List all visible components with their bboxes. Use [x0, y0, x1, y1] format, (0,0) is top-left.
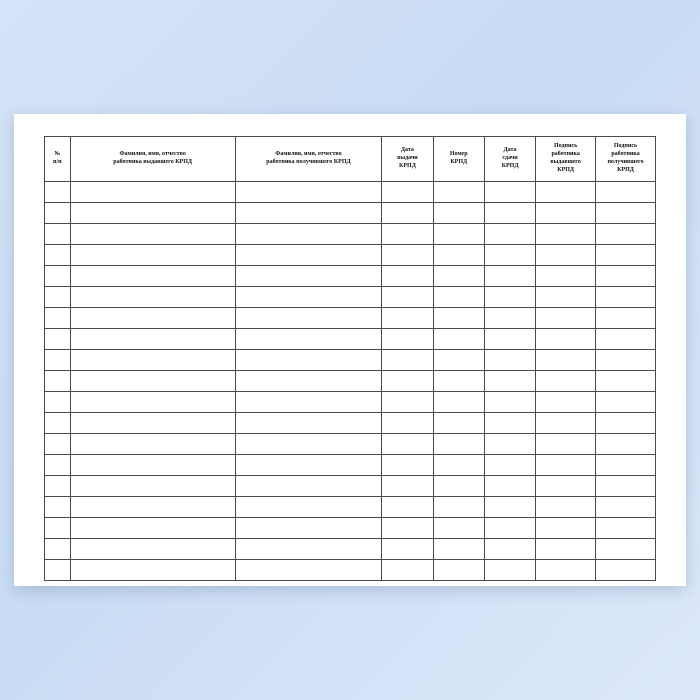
table-cell-date_issue[interactable] [382, 539, 433, 560]
table-cell-issuer[interactable] [70, 497, 235, 518]
table-row[interactable] [45, 266, 656, 287]
column-header-sign-receiver [596, 137, 656, 182]
table-cell-date_issue[interactable] [382, 224, 433, 245]
header-line: Дата [400, 147, 414, 154]
table-cell-issuer[interactable] [70, 476, 235, 497]
table-cell-num[interactable] [45, 518, 71, 539]
table-cell-number[interactable] [433, 497, 484, 518]
table-cell-receiver[interactable] [235, 308, 382, 329]
table-header [45, 137, 656, 182]
table-cell-receiver[interactable] [235, 329, 382, 350]
table-cell-receiver[interactable] [235, 371, 382, 392]
table-cell-sign_receiver[interactable] [596, 287, 656, 308]
table-cell-sign_issuer[interactable] [536, 182, 596, 203]
header-line: выдачи [397, 155, 418, 162]
table-row[interactable] [45, 371, 656, 392]
table-cell-date_issue[interactable] [382, 392, 433, 413]
table-row[interactable] [45, 350, 656, 371]
table-cell-sign_receiver[interactable] [596, 308, 656, 329]
header-line: сдачи [502, 155, 518, 162]
table-cell-date_return[interactable] [484, 371, 535, 392]
header-line: КРПД [617, 166, 634, 173]
table-cell-date_issue[interactable] [382, 245, 433, 266]
table-cell-num[interactable] [45, 182, 71, 203]
table-row[interactable] [45, 476, 656, 497]
table-cell-number[interactable] [433, 371, 484, 392]
table-cell-sign_receiver[interactable] [596, 413, 656, 434]
table-cell-num[interactable] [45, 350, 71, 371]
table-cell-sign_issuer[interactable] [536, 560, 596, 581]
table-cell-sign_receiver[interactable] [596, 203, 656, 224]
table-cell-date_issue[interactable] [382, 350, 433, 371]
table-cell-receiver[interactable] [235, 560, 382, 581]
table-cell-date_issue[interactable] [382, 413, 433, 434]
column-header-num [45, 137, 71, 182]
header-line: выдавшего [550, 159, 581, 165]
table-cell-num[interactable] [45, 497, 71, 518]
table-cell-receiver[interactable] [235, 434, 382, 455]
table-cell-issuer[interactable] [70, 434, 235, 455]
table-cell-issuer[interactable] [70, 182, 235, 203]
table-cell-number[interactable] [433, 266, 484, 287]
table-cell-issuer[interactable] [70, 350, 235, 371]
header-line: работника [551, 151, 580, 158]
table-cell-issuer[interactable] [70, 518, 235, 539]
column-header-sign-issuer [536, 137, 596, 182]
column-header-issuer [70, 137, 235, 182]
table-cell-date_return[interactable] [484, 329, 535, 350]
table-cell-date_issue[interactable] [382, 182, 433, 203]
table-cell-sign_receiver[interactable] [596, 497, 656, 518]
table-cell-issuer[interactable] [70, 371, 235, 392]
column-header-receiver [235, 137, 382, 182]
column-header-date-return [484, 137, 535, 182]
table-cell-number[interactable] [433, 245, 484, 266]
table-cell-issuer[interactable] [70, 203, 235, 224]
header-line: КРПД [557, 166, 575, 173]
table-cell-sign_issuer[interactable] [536, 497, 596, 518]
table-cell-date_return[interactable] [484, 413, 535, 434]
table-cell-receiver[interactable] [235, 392, 382, 413]
header-line: КРПД [501, 162, 519, 169]
header-line: КРПД [450, 159, 468, 165]
table-cell-issuer[interactable] [70, 287, 235, 308]
table-cell-number[interactable] [433, 476, 484, 497]
table-cell-sign_receiver[interactable] [596, 371, 656, 392]
table-cell-date_issue[interactable] [382, 308, 433, 329]
table-cell-sign_issuer[interactable] [536, 203, 596, 224]
table-cell-sign_receiver[interactable] [596, 182, 656, 203]
table-cell-date_return[interactable] [484, 455, 535, 476]
table-cell-number[interactable] [433, 308, 484, 329]
ledger-table-container [44, 136, 656, 564]
table-cell-num[interactable] [45, 308, 71, 329]
header-line: Подпись [554, 143, 578, 150]
table-cell-number[interactable] [433, 182, 484, 203]
table-cell-num[interactable] [45, 203, 71, 224]
table-cell-sign_issuer[interactable] [536, 371, 596, 392]
header-line: п/п [53, 159, 62, 165]
table-row[interactable] [45, 539, 656, 560]
table-cell-number[interactable] [433, 539, 484, 560]
table-cell-date_issue[interactable] [382, 518, 433, 539]
table-cell-receiver[interactable] [235, 497, 382, 518]
document-page [14, 114, 686, 586]
table-row[interactable] [45, 203, 656, 224]
table-cell-num[interactable] [45, 392, 71, 413]
table-cell-sign_receiver[interactable] [596, 392, 656, 413]
table-cell-date_issue[interactable] [382, 266, 433, 287]
table-cell-date_return[interactable] [484, 434, 535, 455]
column-header-date-issue [382, 137, 433, 182]
table-cell-num[interactable] [45, 539, 71, 560]
table-cell-num[interactable] [45, 560, 71, 581]
table-cell-sign_issuer[interactable] [536, 329, 596, 350]
table-row[interactable] [45, 287, 656, 308]
table-cell-sign_receiver[interactable] [596, 224, 656, 245]
table-cell-sign_receiver[interactable] [596, 518, 656, 539]
table-cell-sign_issuer[interactable] [536, 308, 596, 329]
table-cell-sign_issuer[interactable] [536, 392, 596, 413]
table-cell-issuer[interactable] [70, 455, 235, 476]
table-cell-num[interactable] [45, 287, 71, 308]
table-cell-sign_issuer[interactable] [536, 476, 596, 497]
table-cell-num[interactable] [45, 413, 71, 434]
table-cell-date_issue[interactable] [382, 287, 433, 308]
table-cell-number[interactable] [433, 203, 484, 224]
table-cell-date_return[interactable] [484, 476, 535, 497]
header-line: Подпись [613, 143, 638, 150]
header-line: № [54, 151, 61, 158]
table-row[interactable] [45, 518, 656, 539]
table-cell-receiver[interactable] [235, 203, 382, 224]
table-cell-sign_issuer[interactable] [536, 413, 596, 434]
table-cell-sign_issuer[interactable] [536, 455, 596, 476]
table-cell-issuer[interactable] [70, 560, 235, 581]
table-cell-date_issue[interactable] [382, 497, 433, 518]
table-cell-num[interactable] [45, 224, 71, 245]
table-cell-num[interactable] [45, 476, 71, 497]
table-cell-date_return[interactable] [484, 518, 535, 539]
header-line: КРПД [399, 162, 416, 169]
table-cell-number[interactable] [433, 434, 484, 455]
table-cell-issuer[interactable] [70, 329, 235, 350]
table-cell-receiver[interactable] [235, 287, 382, 308]
table-cell-number[interactable] [433, 392, 484, 413]
table-cell-number[interactable] [433, 413, 484, 434]
table-cell-date_return[interactable] [484, 203, 535, 224]
table-row[interactable] [45, 329, 656, 350]
table-cell-date_return[interactable] [484, 497, 535, 518]
table-cell-sign_receiver[interactable] [596, 455, 656, 476]
table-cell-number[interactable] [433, 224, 484, 245]
table-cell-sign_issuer[interactable] [536, 287, 596, 308]
table-cell-sign_receiver[interactable] [596, 476, 656, 497]
table-cell-issuer[interactable] [70, 308, 235, 329]
table-cell-date_return[interactable] [484, 287, 535, 308]
table-cell-date_issue[interactable] [382, 329, 433, 350]
table-cell-date_return[interactable] [484, 539, 535, 560]
table-cell-receiver[interactable] [235, 245, 382, 266]
table-cell-date_issue[interactable] [382, 371, 433, 392]
table-cell-receiver[interactable] [235, 224, 382, 245]
column-header-number [433, 137, 484, 182]
table-cell-date_issue[interactable] [382, 455, 433, 476]
table-cell-date_issue[interactable] [382, 560, 433, 581]
table-cell-receiver[interactable] [235, 266, 382, 287]
table-cell-receiver[interactable] [235, 455, 382, 476]
table-cell-sign_issuer[interactable] [536, 539, 596, 560]
table-cell-number[interactable] [433, 350, 484, 371]
table-cell-date_issue[interactable] [382, 434, 433, 455]
table-row[interactable] [45, 455, 656, 476]
table-row[interactable] [45, 182, 656, 203]
table-cell-receiver[interactable] [235, 182, 382, 203]
table-cell-date_issue[interactable] [382, 203, 433, 224]
table-cell-date_return[interactable] [484, 224, 535, 245]
table-cell-num[interactable] [45, 266, 71, 287]
table-cell-date_return[interactable] [484, 266, 535, 287]
table-cell-sign_issuer[interactable] [536, 350, 596, 371]
table-cell-receiver[interactable] [235, 476, 382, 497]
ledger-table [44, 136, 656, 581]
table-row[interactable] [45, 308, 656, 329]
table-cell-issuer[interactable] [70, 245, 235, 266]
table-cell-date_return[interactable] [484, 245, 535, 266]
table-cell-number[interactable] [433, 329, 484, 350]
header-line: работника получившего КРПД [266, 159, 351, 165]
table-cell-sign_issuer[interactable] [536, 266, 596, 287]
table-row[interactable] [45, 560, 656, 581]
table-cell-date_return[interactable] [484, 308, 535, 329]
table-cell-sign_receiver[interactable] [596, 560, 656, 581]
table-cell-sign_issuer[interactable] [536, 245, 596, 266]
header-row [45, 137, 656, 182]
table-cell-sign_receiver[interactable] [596, 329, 656, 350]
table-cell-num[interactable] [45, 245, 71, 266]
table-cell-num[interactable] [45, 329, 71, 350]
table-cell-num[interactable] [45, 371, 71, 392]
table-cell-receiver[interactable] [235, 518, 382, 539]
table-row[interactable] [45, 413, 656, 434]
table-cell-sign_receiver[interactable] [596, 434, 656, 455]
header-line: работника выдавшего КРПД [113, 159, 193, 165]
table-cell-issuer[interactable] [70, 539, 235, 560]
table-cell-date_return[interactable] [484, 560, 535, 581]
table-cell-date_issue[interactable] [382, 476, 433, 497]
table-body [45, 182, 656, 581]
table-cell-date_return[interactable] [484, 350, 535, 371]
table-row[interactable] [45, 497, 656, 518]
table-cell-receiver[interactable] [235, 539, 382, 560]
table-cell-number[interactable] [433, 287, 484, 308]
table-cell-issuer[interactable] [70, 224, 235, 245]
table-cell-issuer[interactable] [70, 392, 235, 413]
table-cell-num[interactable] [45, 455, 71, 476]
table-cell-sign_issuer[interactable] [536, 224, 596, 245]
table-cell-sign_receiver[interactable] [596, 350, 656, 371]
table-cell-issuer[interactable] [70, 413, 235, 434]
table-cell-number[interactable] [433, 560, 484, 581]
header-line: получившего [607, 159, 644, 165]
table-cell-sign_receiver[interactable] [596, 539, 656, 560]
table-row[interactable] [45, 245, 656, 266]
table-cell-sign_receiver[interactable] [596, 266, 656, 287]
table-cell-sign_receiver[interactable] [596, 245, 656, 266]
table-cell-number[interactable] [433, 518, 484, 539]
table-cell-sign_issuer[interactable] [536, 518, 596, 539]
table-cell-number[interactable] [433, 455, 484, 476]
header-line: работника [611, 151, 640, 158]
table-row[interactable] [45, 224, 656, 245]
header-line: Номер [449, 151, 468, 158]
header-line: Фамилия, имя, отчество [119, 151, 186, 158]
table-cell-sign_issuer[interactable] [536, 434, 596, 455]
header-line: Фамилия, имя, отчество [275, 151, 342, 158]
table-cell-date_return[interactable] [484, 182, 535, 203]
table-cell-issuer[interactable] [70, 266, 235, 287]
table-cell-receiver[interactable] [235, 350, 382, 371]
table-row[interactable] [45, 392, 656, 413]
table-cell-receiver[interactable] [235, 413, 382, 434]
table-cell-num[interactable] [45, 434, 71, 455]
header-line: Дата [503, 147, 517, 154]
table-cell-date_return[interactable] [484, 392, 535, 413]
table-row[interactable] [45, 434, 656, 455]
